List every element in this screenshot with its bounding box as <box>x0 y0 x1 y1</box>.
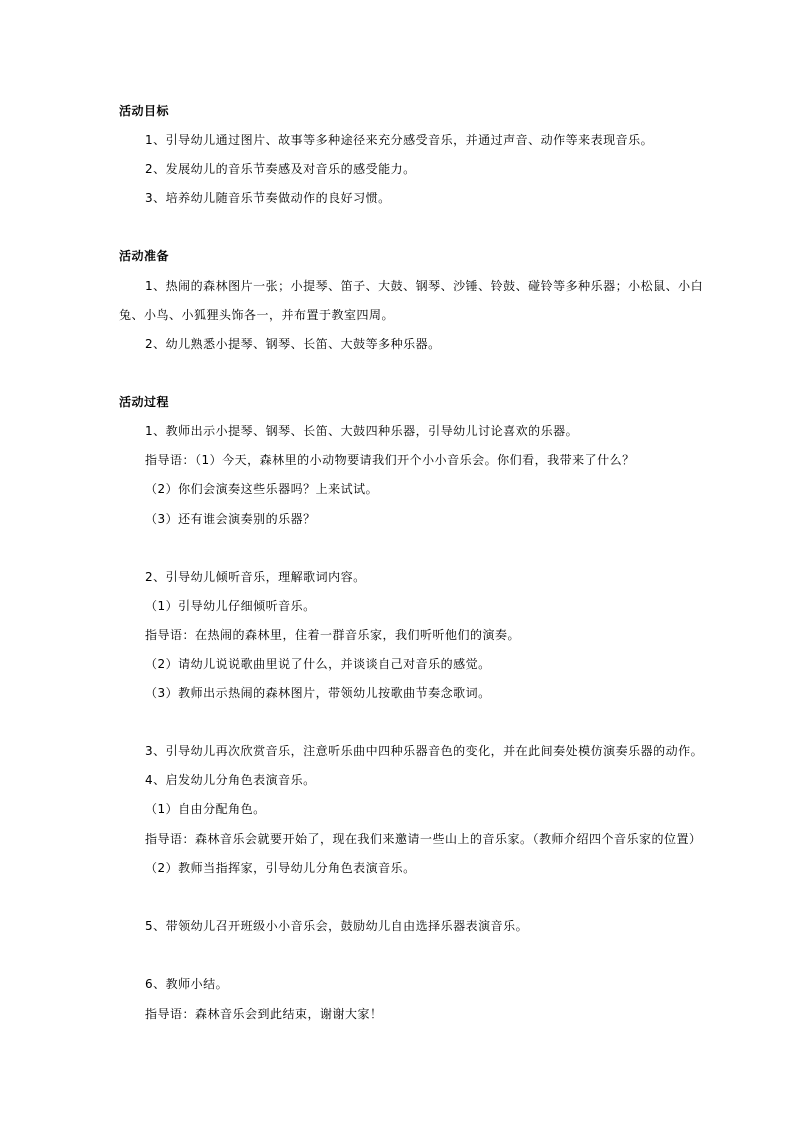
prep-item-2: 2、幼儿熟悉小提琴、钢琴、长笛、大鼓等多种乐器。 <box>145 337 441 351</box>
process-line: （1）自由分配角色。 <box>145 802 266 816</box>
goals-item-1: 1、引导幼儿通过图片、故事等多种途径来充分感受音乐，并通过声音、动作等来表现音乐。 <box>145 133 654 147</box>
process-line: 指导语：森林音乐会就要开始了，现在我们来邀请一些山上的音乐家。（教师介绍四个音乐家的位置） <box>145 832 702 846</box>
prep-heading: 活动准备 <box>119 249 170 263</box>
process-heading: 活动过程 <box>119 395 170 409</box>
process-line: 4、启发幼儿分角色表演音乐。 <box>145 773 316 787</box>
prep-item-1-line-2: 兔、小鸟、小狐狸头饰各一，并布置于教室四周。 <box>119 308 395 322</box>
process-line: 1、教师出示小提琴、钢琴、长笛、大鼓四种乐器，引导幼儿讨论喜欢的乐器。 <box>145 424 579 438</box>
process-line: 指导语：森林音乐会到此结束，谢谢大家！ <box>145 1007 383 1021</box>
process-line: 3、引导幼儿再次欣赏音乐，注意听乐曲中四种乐器音色的变化，并在此间奏处模仿演奏乐器的动作。 <box>145 744 704 758</box>
prep-item-1-line-1: 1、热闹的森林图片一张；小提琴、笛子、大鼓、钢琴、沙锤、铃鼓、碰铃等多种乐器；小松鼠、小白 <box>145 279 704 293</box>
process-line: （3）还有谁会演奏别的乐器？ <box>145 512 316 526</box>
goals-item-3: 3、培养幼儿随音乐节奏做动作的良好习惯。 <box>145 191 391 205</box>
goals-item-2: 2、发展幼儿的音乐节奏感及对音乐的感受能力。 <box>145 162 416 176</box>
goals-heading: 活动目标 <box>119 104 170 118</box>
process-line: （1）引导幼儿仔细倾听音乐。 <box>145 599 316 613</box>
process-line: （2）教师当指挥家，引导幼儿分角色表演音乐。 <box>145 861 416 875</box>
process-line: （3）教师出示热闹的森林图片，带领幼儿按歌曲节奏念歌词。 <box>145 686 491 700</box>
process-line: 5、带领幼儿召开班级小小音乐会，鼓励幼儿自由选择乐器表演音乐。 <box>145 919 529 933</box>
process-line: 2、引导幼儿倾听音乐，理解歌词内容。 <box>145 570 366 584</box>
process-line: 6、教师小结。 <box>145 977 229 991</box>
process-line: （2）你们会演奏这些乐器吗？上来试试。 <box>145 482 379 496</box>
process-line: 指导语：在热闹的森林里，住着一群音乐家，我们听听他们的演奏。 <box>145 628 521 642</box>
process-line: 指导语：（1）今天，森林里的小动物要请我们开个小小音乐会。你们看，我带来了什么？ <box>145 453 635 467</box>
process-line: （2）请幼儿说说歌曲里说了什么，并谈谈自己对音乐的感觉。 <box>145 657 491 671</box>
